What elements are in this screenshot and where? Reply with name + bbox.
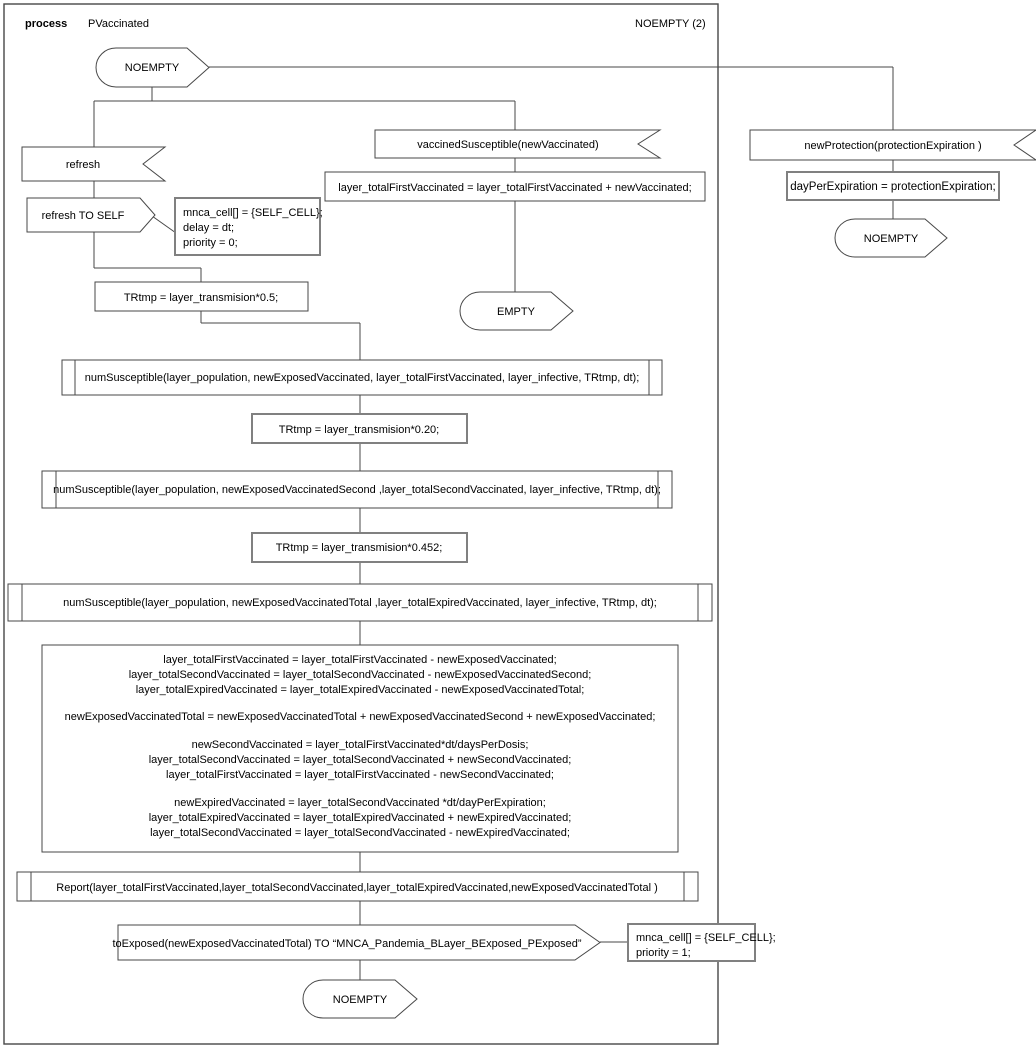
process-name: PVaccinated (88, 18, 149, 30)
assignment-day-per-expiration-label: dayPerExpiration = protectionExpiration; (790, 181, 996, 193)
receive-vaccined-susceptible-label: vaccinedSusceptible(newVaccinated) (417, 139, 599, 151)
assignment-trtmp-0452-label: TRtmp = layer_transmision*0.452; (275, 542, 443, 554)
call-num-susceptible-first-label: numSusceptible(layer_population, newExposedVaccinated, layer_totalFirstVaccinated, layer_infective, TRtmp, dt); (84, 372, 640, 384)
note-to-exposed-params-line: priority = 1; (636, 947, 691, 959)
assignment-trtmp-05-label: TRtmp = layer_transmision*0.5; (123, 292, 279, 304)
note-self-message-line: delay = dt; (183, 222, 235, 234)
assignment-block-line: newExposedVaccinatedTotal = newExposedVaccinatedTotal + newExposedVaccinatedSecond + newExposedVaccinated; (64, 711, 656, 723)
assignment-block-line: layer_totalSecondVaccinated = layer_totalSecondVaccinated + newSecondVaccinated; (148, 754, 572, 766)
state-empty-label: EMPTY (497, 306, 535, 318)
assignment-block-line: layer_totalSecondVaccinated = layer_totalSecondVaccinated - newExposedVaccinatedSecond; (128, 669, 592, 681)
receive-new-protection-label: newProtection(protectionExpiration ) (804, 140, 982, 152)
send-to-exposed-label: toExposed(newExposedVaccinatedTotal) TO “MNCA_Pandemia_BLayer_BExposed_PExposed” (112, 938, 582, 950)
assignment-add-new-vaccinated-label: layer_totalFirstVaccinated = layer_totalFirstVaccinated + newVaccinated; (338, 182, 692, 194)
call-num-susceptible-total-label: numSusceptible(layer_population, newExposedVaccinatedTotal ,layer_totalExpiredVaccinated, layer_infective, TRtmp, dt); (63, 597, 657, 609)
assignment-block-line: layer_totalExpiredVaccinated = layer_totalExpiredVaccinated + newExpiredVaccinated; (148, 812, 572, 824)
send-refresh-to-self-label: refresh TO SELF (41, 210, 125, 222)
state-noempty-top-label: NOEMPTY (124, 62, 180, 74)
assignment-trtmp-020-label: TRtmp = layer_transmision*0.20; (278, 424, 440, 436)
state-heading: NOEMPTY (2) (635, 18, 706, 30)
assignment-block-line: layer_totalFirstVaccinated = layer_totalFirstVaccinated - newSecondVaccinated; (166, 769, 554, 781)
process-label: process (25, 18, 68, 30)
assignment-block-line: layer_totalSecondVaccinated = layer_totalSecondVaccinated - newExpiredVaccinated; (150, 827, 570, 839)
assignment-block-line: layer_totalExpiredVaccinated = layer_totalExpiredVaccinated - newExposedVaccinatedTotal; (135, 684, 585, 696)
receive-refresh-label: refresh (65, 159, 101, 171)
note-self-message-line: mnca_cell[] = {SELF_CELL}; (183, 207, 323, 219)
call-report-label: Report(layer_totalFirstVaccinated,layer_totalSecondVaccinated,layer_totalExpiredVaccinated,newExposedVaccinatedTotal ) (56, 882, 658, 894)
call-num-susceptible-second-label: numSusceptible(layer_population, newExposedVaccinatedSecond ,layer_totalSecondVaccinated, layer_infective, TRtmp, dt); (53, 484, 661, 496)
assignment-block-line: newExpiredVaccinated = layer_totalSecondVaccinated *dt/dayPerExpiration; (174, 797, 546, 809)
assignment-block-line: newSecondVaccinated = layer_totalFirstVaccinated*dt/daysPerDosis; (191, 739, 529, 751)
state-noempty-bottom-label: NOEMPTY (332, 994, 388, 1006)
state-noempty-right-label: NOEMPTY (863, 233, 919, 245)
note-self-message-line: priority = 0; (183, 237, 238, 249)
note-to-exposed-params-line: mnca_cell[] = {SELF_CELL}; (636, 932, 776, 944)
assignment-block-line: layer_totalFirstVaccinated = layer_totalFirstVaccinated - newExposedVaccinated; (163, 654, 557, 666)
